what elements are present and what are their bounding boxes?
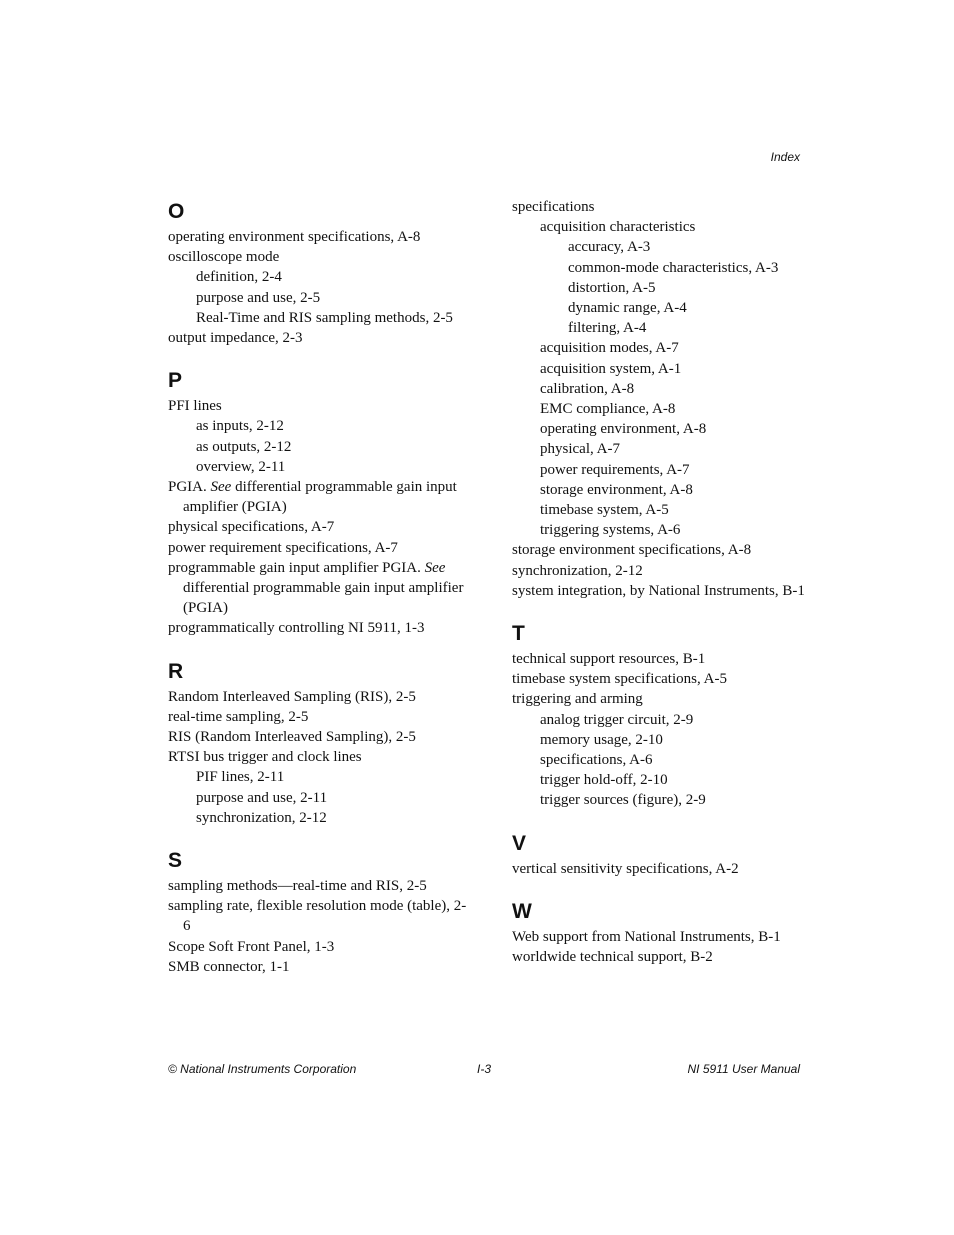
entry-text: programmable gain input amplifier PGIA. [168, 559, 425, 576]
index-entry [168, 477, 468, 517]
index-subentry: calibration, A-8 [540, 380, 635, 397]
index-subentry: acquisition characteristics [540, 219, 696, 236]
see-target: differential programmable gain input amplifier (PGIA) [183, 479, 457, 516]
index-entry: real-time sampling, 2-5 [168, 708, 309, 725]
index-subentry: PIF lines, 2-11 [196, 769, 285, 786]
index-subentry: operating environment, A-8 [540, 421, 707, 438]
index-subentry: purpose and use, 2-11 [196, 789, 328, 806]
index-section-r [168, 657, 468, 828]
index-entry: output impedance, 2-3 [168, 330, 303, 347]
index-subentry: filtering, A-4 [568, 320, 647, 337]
index-entry: Web support from National Instruments, B-1 [512, 928, 781, 945]
index-subentry: synchronization, 2-12 [196, 809, 327, 826]
index-subentry: specifications, A-6 [540, 752, 653, 769]
section-letter: R [168, 659, 184, 683]
section-letter: O [168, 200, 185, 223]
index-subentry: memory usage, 2-10 [540, 731, 663, 748]
index-subentry: as outputs, 2-12 [196, 438, 292, 455]
index-entry: operating environment specifications, A-8 [168, 229, 421, 245]
index-entry: storage environment specifications, A-8 [512, 542, 752, 559]
index-subentry: acquisition modes, A-7 [540, 340, 679, 357]
see-reference: See [210, 479, 232, 496]
index-subentry: timebase system, A-5 [540, 502, 669, 519]
index-section-continued [512, 197, 812, 601]
index-subentry: triggering systems, A-6 [540, 522, 681, 539]
see-reference: See [424, 559, 446, 576]
see-target: differential programmable gain input amplifier (PGIA) [183, 580, 464, 617]
running-header: Index [770, 150, 800, 164]
section-letter: P [168, 369, 183, 393]
index-section-t [512, 619, 812, 811]
footer-manual-title: NI 5911 User Manual [687, 1062, 800, 1076]
section-letter: V [512, 831, 527, 855]
index-entry: power requirement specifications, A-7 [168, 539, 398, 556]
index-entry: sampling methods—real-time and RIS, 2-5 [168, 878, 427, 895]
section-letter: T [512, 622, 525, 646]
index-entry: RTSI bus trigger and clock lines [168, 749, 362, 766]
index-subentry: as inputs, 2-12 [196, 418, 284, 435]
index-entry: programmatically controlling NI 5911, 1-3 [168, 620, 425, 637]
index-subentry: EMC compliance, A-8 [540, 401, 676, 418]
index-subentry: trigger sources (figure), 2-9 [540, 792, 706, 809]
index-subentry: storage environment, A-8 [540, 481, 693, 498]
index-section-w [512, 897, 812, 967]
index-entry: technical support resources, B-1 [512, 651, 706, 668]
index-entry: oscilloscope mode [168, 249, 280, 266]
section-letter: W [512, 899, 532, 923]
index-subentry: definition, 2-4 [196, 269, 282, 286]
index-subentry: dynamic range, A-4 [568, 300, 687, 317]
index-subentry: acquisition system, A-1 [540, 360, 682, 377]
entry-text: PGIA. [168, 479, 211, 496]
index-entry: worldwide technical support, B-2 [512, 949, 713, 966]
index-entry [168, 558, 468, 619]
index-column-left [168, 197, 468, 995]
index-column-right [512, 197, 812, 985]
index-section-s [168, 846, 468, 977]
index-section-o [168, 197, 468, 348]
index-subentry: common-mode characteristics, A-3 [568, 259, 779, 276]
index-entry: triggering and arming [512, 691, 643, 708]
index-subentry: trigger hold-off, 2-10 [540, 772, 668, 789]
index-entry: physical specifications, A-7 [168, 519, 335, 536]
index-entry: Scope Soft Front Panel, 1-3 [168, 938, 335, 955]
section-letter: S [168, 849, 183, 873]
index-entry: timebase system specifications, A-5 [512, 671, 727, 688]
footer-copyright: © National Instruments Corporation [168, 1062, 357, 1076]
index-subentry: accuracy, A-3 [568, 239, 651, 256]
index-subentry: Real-Time and RIS sampling methods, 2-5 [196, 309, 453, 326]
index-subentry: physical, A-7 [540, 441, 620, 458]
index-entry: vertical sensitivity specifications, A-2 [512, 860, 739, 877]
index-subentry: overview, 2-11 [196, 458, 286, 475]
index-entry: PFI lines [168, 398, 222, 415]
index-subentry: distortion, A-5 [568, 279, 656, 296]
index-entry: Random Interleaved Sampling (RIS), 2-5 [168, 688, 416, 705]
index-entry: RIS (Random Interleaved Sampling), 2-5 [168, 729, 416, 746]
index-section-p [168, 366, 468, 638]
index-subentry: power requirements, A-7 [540, 461, 690, 478]
index-subentry: purpose and use, 2-5 [196, 289, 321, 306]
footer-page-number: I-3 [477, 1062, 492, 1076]
index-entry: sampling rate, flexible resolution mode (table), 2-6 [168, 898, 467, 935]
index-entry: system integration, by National Instruments, B-1 [512, 582, 805, 599]
index-entry: SMB connector, 1-1 [168, 958, 290, 975]
index-entry: synchronization, 2-12 [512, 562, 643, 579]
index-entry: specifications [512, 199, 595, 215]
index-subentry: analog trigger circuit, 2-9 [540, 711, 694, 728]
index-section-v [512, 829, 812, 879]
